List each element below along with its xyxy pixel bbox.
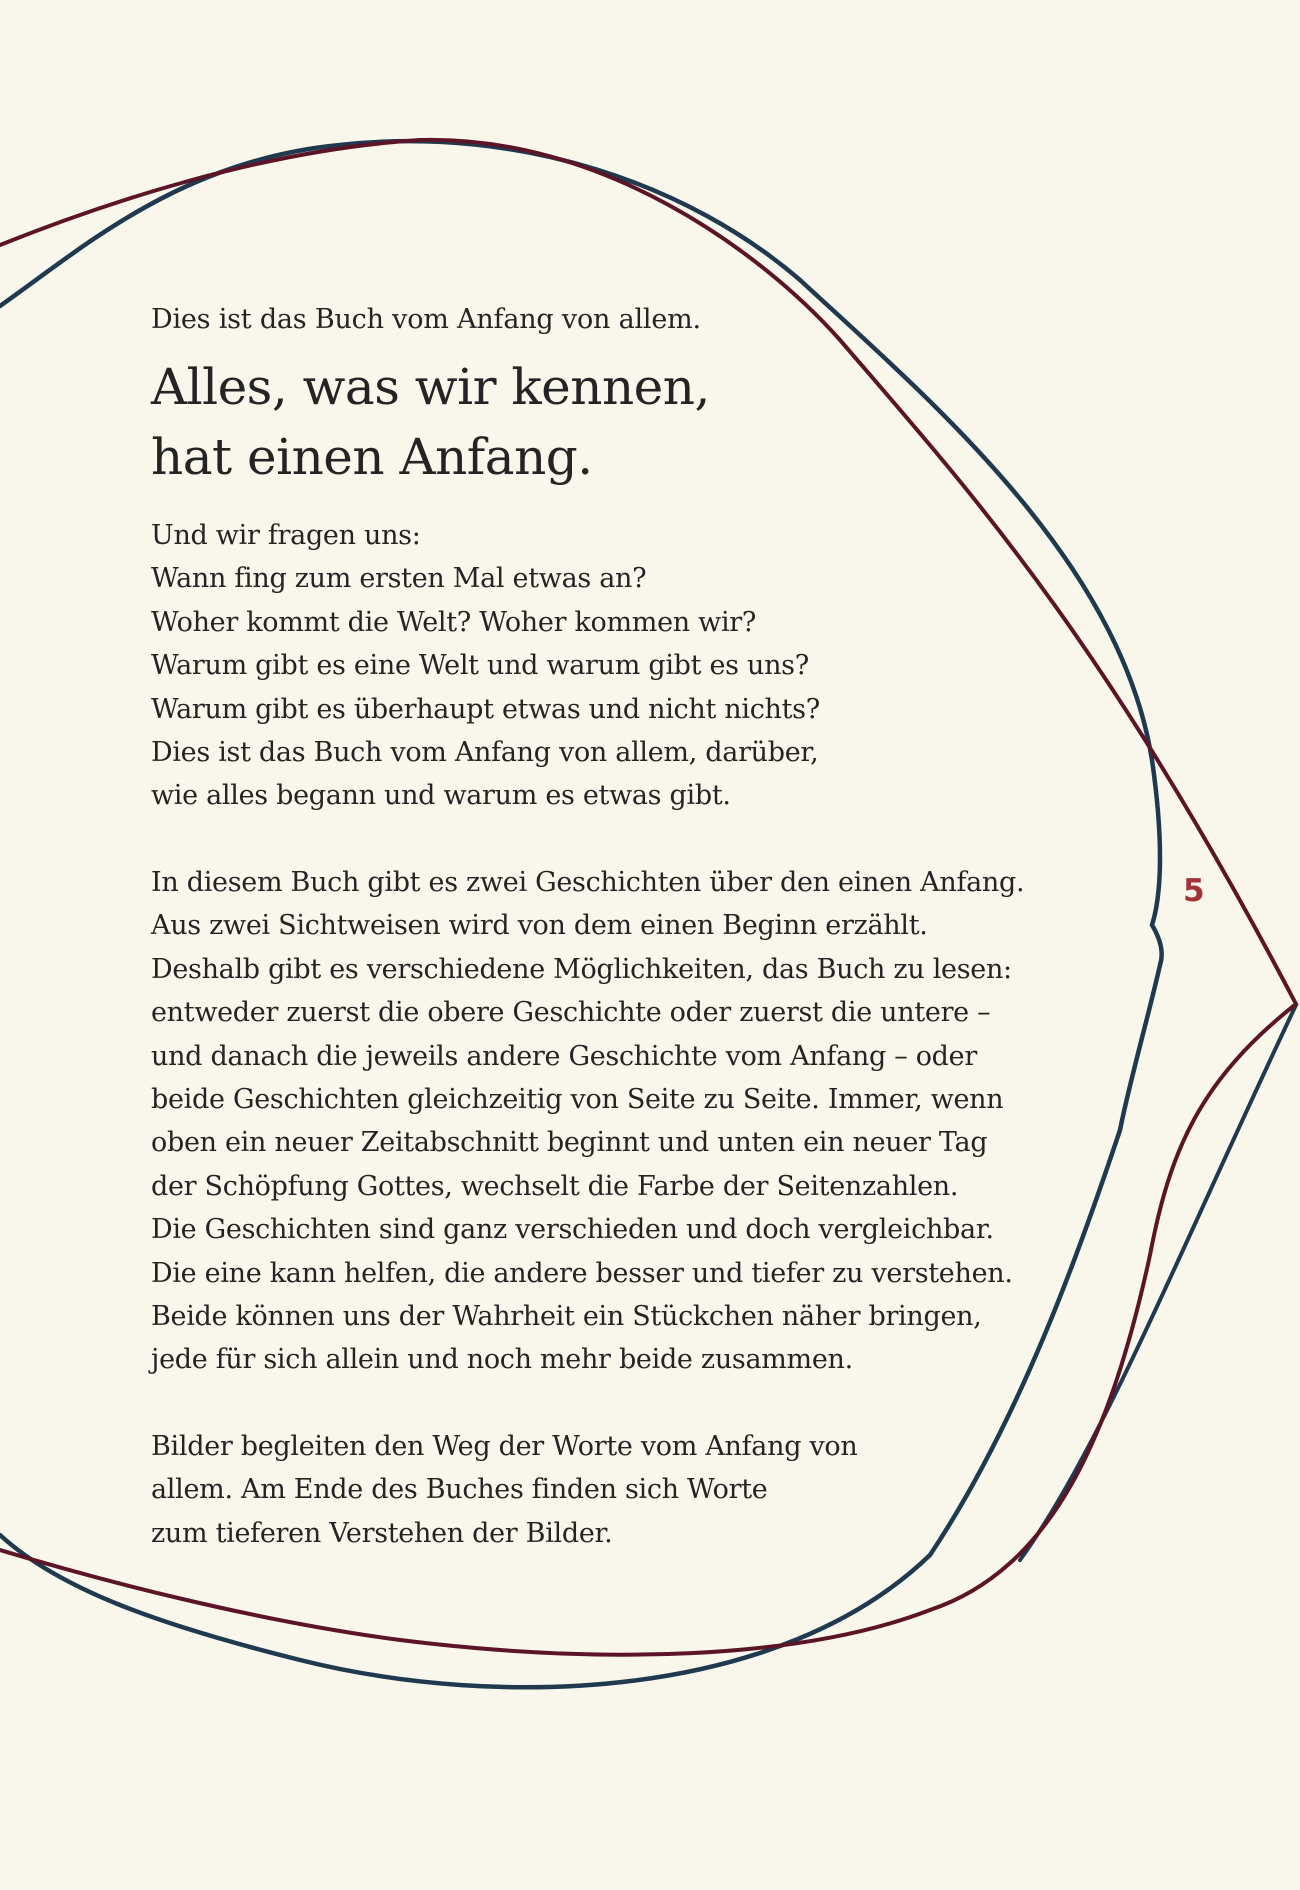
text-line: jede für sich allein und noch mehr beide zusammen. xyxy=(151,1344,853,1376)
text-line: zum tieferen Verstehen der Bilder. xyxy=(151,1517,613,1549)
text-line: Die Geschichten sind ganz verschieden und doch vergleichbar. xyxy=(151,1214,994,1246)
text-line: Bilder begleiten den Weg der Worte vom Anfang von xyxy=(151,1431,858,1462)
page-number: 5 xyxy=(1183,873,1205,909)
text-line: Deshalb gibt es verschiedene Möglichkeiten, das Buch zu lesen: xyxy=(151,953,1012,985)
text-line: entweder zuerst die obere Geschichte oder zuerst die untere – xyxy=(151,997,991,1029)
paragraph-questions xyxy=(151,514,820,818)
text-line: Wann fing zum ersten Mal etwas an? xyxy=(151,563,647,595)
text-line: Beide können uns der Wahrheit ein Stückchen näher bringen, xyxy=(151,1301,982,1333)
text-line: Aus zwei Sichtweisen wird von dem einen Beginn erzählt. xyxy=(151,910,928,942)
text-line: und danach die jeweils andere Geschichte vom Anfang – oder xyxy=(151,1040,977,1072)
intro-line: Dies ist das Buch vom Anfang von allem. xyxy=(151,304,701,335)
navy-curve-tip xyxy=(1020,1005,1296,1560)
page-headline xyxy=(151,352,710,492)
text-line: Warum gibt es eine Welt und warum gibt es uns? xyxy=(151,650,809,682)
text-line: Dies ist das Buch vom Anfang von allem, darüber, xyxy=(151,737,819,769)
text-line: Warum gibt es überhaupt etwas und nicht nichts? xyxy=(151,693,820,725)
text-line: beide Geschichten gleichzeitig von Seite zu Seite. Immer, wenn xyxy=(151,1084,1004,1116)
headline-line: Alles, was wir kennen, xyxy=(151,358,710,416)
text-line: Die eine kann helfen, die andere besser und tiefer zu verstehen. xyxy=(151,1257,1013,1289)
text-line: der Schöpfung Gottes, wechselt die Farbe der Seitenzahlen. xyxy=(151,1170,959,1202)
text-line: Und wir fragen uns: xyxy=(151,520,421,551)
headline-line: hat einen Anfang. xyxy=(151,428,593,486)
paragraph-two-stories xyxy=(151,861,1024,1382)
text-line: In diesem Buch gibt es zwei Geschichten über den einen Anfang. xyxy=(151,867,1025,898)
text-line: oben ein neuer Zeitabschnitt beginnt und unten ein neuer Tag xyxy=(151,1127,988,1159)
text-line: allem. Am Ende des Buches finden sich Worte xyxy=(151,1474,768,1506)
text-line: wie alles begann und warum es etwas gibt. xyxy=(151,780,731,812)
paragraph-pictures xyxy=(151,1425,857,1555)
text-line: Woher kommt die Welt? Woher kommen wir? xyxy=(151,606,757,638)
